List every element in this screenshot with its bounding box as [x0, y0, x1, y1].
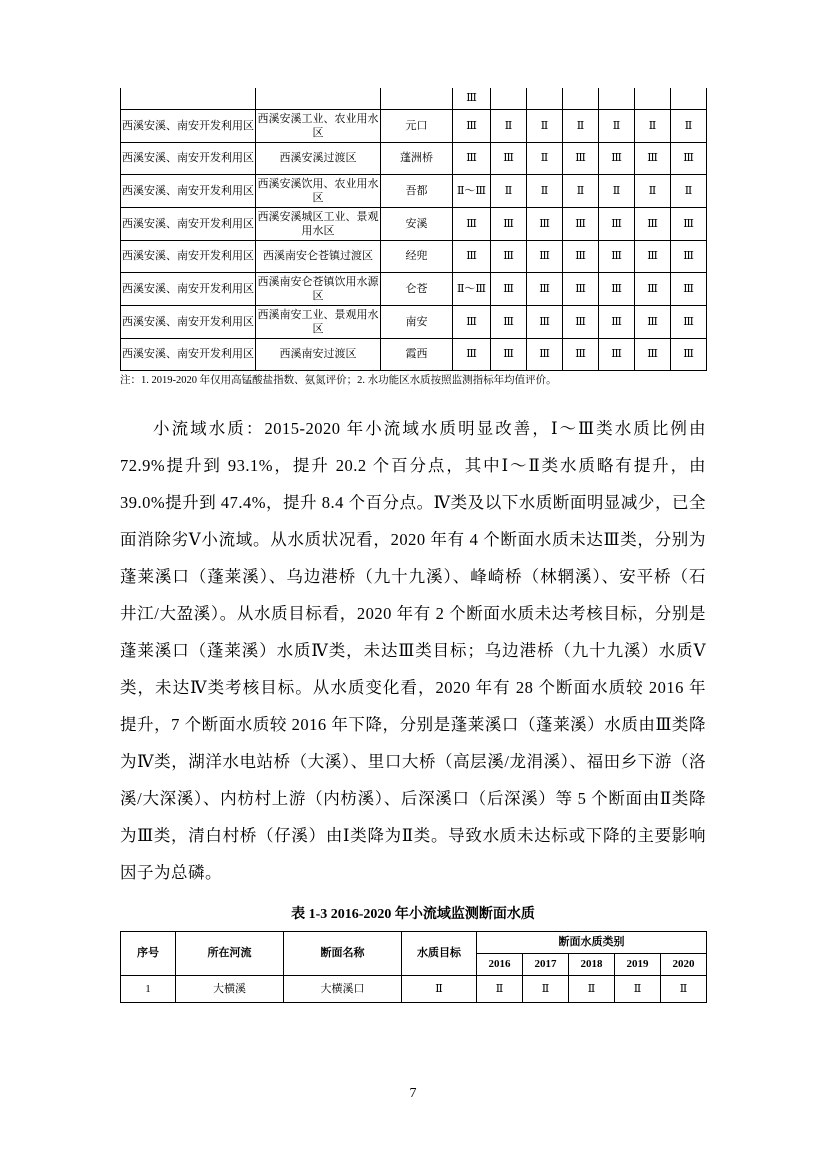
- zone-cell: [121, 88, 256, 109]
- header-section: 断面名称: [284, 931, 402, 975]
- class-cell: Ⅲ: [671, 240, 707, 272]
- class-cell: Ⅱ: [615, 975, 661, 1002]
- zone-cell: 西溪安溪、南安开发利用区: [121, 240, 256, 272]
- class-cell: Ⅱ: [569, 975, 615, 1002]
- subzone-cell: 西溪南安仑苍镇过渡区: [256, 240, 381, 272]
- zone-cell: 西溪安溪、南安开发利用区: [121, 272, 256, 305]
- page-number: 7: [409, 1086, 417, 1101]
- table-row: [121, 338, 707, 370]
- table-row: [121, 174, 707, 207]
- header-target: 水质目标: [402, 931, 477, 975]
- class-cell: Ⅲ: [599, 240, 635, 272]
- section-cell: 经兜: [381, 240, 453, 272]
- watershed-table: [120, 931, 707, 1003]
- subzone-cell: 西溪南安过渡区: [256, 338, 381, 370]
- section-cell: 南安: [381, 305, 453, 338]
- class-cell: Ⅲ: [671, 305, 707, 338]
- class-cell: Ⅱ: [527, 174, 563, 207]
- header-year: 2017: [523, 953, 569, 975]
- class-cell: Ⅲ: [671, 142, 707, 174]
- subzone-cell: 西溪南安工业、景观用水区: [256, 305, 381, 338]
- class-cell: [563, 88, 599, 109]
- class-cell: Ⅲ: [453, 109, 491, 142]
- class-cell: Ⅲ: [563, 272, 599, 305]
- functional-zone-table: [120, 88, 707, 371]
- section-cell: 大横溪口: [284, 975, 402, 1002]
- functional-zone-table-body: [121, 88, 707, 370]
- subzone-cell: 西溪安溪城区工业、景观用水区: [256, 207, 381, 240]
- zone-cell: 西溪安溪、南安开发利用区: [121, 174, 256, 207]
- class-cell: Ⅲ: [453, 88, 491, 109]
- class-cell: Ⅲ: [527, 338, 563, 370]
- table-row: [121, 109, 707, 142]
- class-cell: Ⅲ: [453, 338, 491, 370]
- table-row: [121, 240, 707, 272]
- header-seq: 序号: [121, 931, 176, 975]
- class-cell: [635, 88, 671, 109]
- table-caption: 表 1-3 2016-2020 年小流域监测断面水质: [291, 906, 535, 922]
- class-cell: Ⅱ: [563, 109, 599, 142]
- class-cell: Ⅲ: [563, 207, 599, 240]
- zone-cell: 西溪安溪、南安开发利用区: [121, 305, 256, 338]
- class-cell: Ⅱ: [635, 109, 671, 142]
- class-cell: Ⅲ: [671, 338, 707, 370]
- class-cell: Ⅲ: [491, 338, 527, 370]
- class-cell: Ⅲ: [635, 240, 671, 272]
- header-year: 2016: [477, 953, 523, 975]
- class-cell: Ⅲ: [671, 207, 707, 240]
- class-cell: Ⅱ: [635, 174, 671, 207]
- class-cell: [671, 88, 707, 109]
- class-cell: Ⅲ: [635, 338, 671, 370]
- table-row: [121, 142, 707, 174]
- header-river: 所在河流: [176, 931, 284, 975]
- section-cell: 霞西: [381, 338, 453, 370]
- class-cell: Ⅱ: [599, 109, 635, 142]
- section-cell: 仑苍: [381, 272, 453, 305]
- class-cell: Ⅱ: [527, 142, 563, 174]
- table-row: [121, 305, 707, 338]
- table-row: [121, 272, 707, 305]
- section-cell: 安溪: [381, 207, 453, 240]
- zone-cell: 西溪安溪、南安开发利用区: [121, 338, 256, 370]
- class-cell: Ⅱ～Ⅲ: [453, 174, 491, 207]
- class-cell: Ⅲ: [527, 305, 563, 338]
- body-paragraph: 小流域水质：2015-2020 年小流域水质明显改善，Ⅰ～Ⅲ类水质比例由 72.9%提升到 93.1%，提升 20.2 个百分点，其中Ⅰ～Ⅱ类水质略有提升，由 39.0%提升到 47.4%，提升 8.4 个百分点。Ⅳ类及以下水质断面明显减少，已全面消除劣Ⅴ小流域。从水质状况看，2020 年有 4 个断面水质未达Ⅲ类，分别为蓬莱溪口（蓬莱溪）、乌边港桥（九十九溪）、峰崎桥（林辋溪）、安平桥（石井江/大盈溪）。从水质目标看，2020 年有 2 个断面水质未达考核目标，分别是蓬莱溪口（蓬莱溪）水质Ⅳ类，未达Ⅲ类目标；乌边港桥（九十九溪）水质Ⅴ类，未达Ⅳ类考核目标。从水质变化看，2020 年有 28 个断面水质较 2016 年提升，7 个断面水质较 2016 年下降，分别是蓬莱溪口（蓬莱溪）水质由Ⅲ类降为Ⅳ类，湖洋水电站桥（大溪）、里口大桥（高层溪/龙涓溪）、福田乡下游（洛溪/大深溪）、内枋村上游（内枋溪）、后深溪口（后深溪）等 5 个断面由Ⅱ类降为Ⅲ类，清白村桥（仔溪）由Ⅰ类降为Ⅱ类。导致水质未达标或下降的主要影响因子为总磷。: [120, 418, 706, 882]
- section-cell: 蓬洲桥: [381, 142, 453, 174]
- class-cell: Ⅲ: [491, 305, 527, 338]
- class-cell: [599, 88, 635, 109]
- document-page: [120, 88, 706, 1003]
- class-cell: Ⅲ: [599, 272, 635, 305]
- class-cell: Ⅱ: [477, 975, 523, 1002]
- table-row: [121, 975, 707, 1002]
- river-cell: 大横溪: [176, 975, 284, 1002]
- class-cell: Ⅲ: [635, 272, 671, 305]
- header-class-group: 断面水质类别: [477, 931, 707, 953]
- class-cell: Ⅲ: [453, 305, 491, 338]
- class-cell: [527, 88, 563, 109]
- header-year: 2020: [661, 953, 707, 975]
- section-cell: 吾都: [381, 174, 453, 207]
- class-cell: Ⅲ: [563, 240, 599, 272]
- class-cell: Ⅲ: [599, 207, 635, 240]
- zone-cell: 西溪安溪、南安开发利用区: [121, 109, 256, 142]
- class-cell: Ⅲ: [563, 142, 599, 174]
- header-year: 2019: [615, 953, 661, 975]
- class-cell: [491, 88, 527, 109]
- class-cell: Ⅲ: [453, 240, 491, 272]
- table-note: 注：1. 2019-2020 年仅用高锰酸盐指数、氨氮评价；2. 水功能区水质按照监测指标年均值评价。: [120, 374, 557, 386]
- zone-cell: 西溪安溪、南安开发利用区: [121, 142, 256, 174]
- subzone-cell: [256, 88, 381, 109]
- watershed-table-body: [121, 975, 707, 1002]
- section-cell: 元口: [381, 109, 453, 142]
- seq-cell: 1: [121, 975, 176, 1002]
- class-cell: Ⅲ: [635, 207, 671, 240]
- class-cell: Ⅲ: [527, 272, 563, 305]
- table-row: [121, 207, 707, 240]
- class-cell: Ⅱ: [491, 109, 527, 142]
- class-cell: Ⅲ: [527, 240, 563, 272]
- class-cell: Ⅱ: [523, 975, 569, 1002]
- class-cell: Ⅱ: [599, 174, 635, 207]
- class-cell: Ⅲ: [563, 338, 599, 370]
- class-cell: Ⅱ: [661, 975, 707, 1002]
- class-cell: Ⅲ: [635, 305, 671, 338]
- table-row-partial: [121, 88, 707, 109]
- class-cell: Ⅲ: [491, 207, 527, 240]
- class-cell: Ⅱ: [671, 109, 707, 142]
- class-cell: Ⅲ: [491, 142, 527, 174]
- class-cell: Ⅲ: [453, 142, 491, 174]
- class-cell: Ⅱ: [671, 174, 707, 207]
- class-cell: Ⅱ: [527, 109, 563, 142]
- subzone-cell: 西溪安溪工业、农业用水区: [256, 109, 381, 142]
- section-cell: [381, 88, 453, 109]
- class-cell: Ⅲ: [491, 272, 527, 305]
- class-cell: Ⅲ: [671, 272, 707, 305]
- class-cell: Ⅲ: [491, 240, 527, 272]
- header-year: 2018: [569, 953, 615, 975]
- subzone-cell: 西溪安溪饮用、农业用水区: [256, 174, 381, 207]
- class-cell: Ⅲ: [563, 305, 599, 338]
- target-cell: Ⅱ: [402, 975, 477, 1002]
- class-cell: Ⅱ: [491, 174, 527, 207]
- subzone-cell: 西溪南安仑苍镇饮用水源区: [256, 272, 381, 305]
- class-cell: Ⅲ: [453, 207, 491, 240]
- class-cell: Ⅲ: [599, 338, 635, 370]
- class-cell: Ⅲ: [527, 207, 563, 240]
- watershed-header-row-1: [121, 931, 707, 953]
- subzone-cell: 西溪安溪过渡区: [256, 142, 381, 174]
- zone-cell: 西溪安溪、南安开发利用区: [121, 207, 256, 240]
- class-cell: Ⅲ: [599, 142, 635, 174]
- class-cell: Ⅲ: [635, 142, 671, 174]
- class-cell: Ⅱ: [563, 174, 599, 207]
- class-cell: Ⅱ～Ⅲ: [453, 272, 491, 305]
- class-cell: Ⅲ: [599, 305, 635, 338]
